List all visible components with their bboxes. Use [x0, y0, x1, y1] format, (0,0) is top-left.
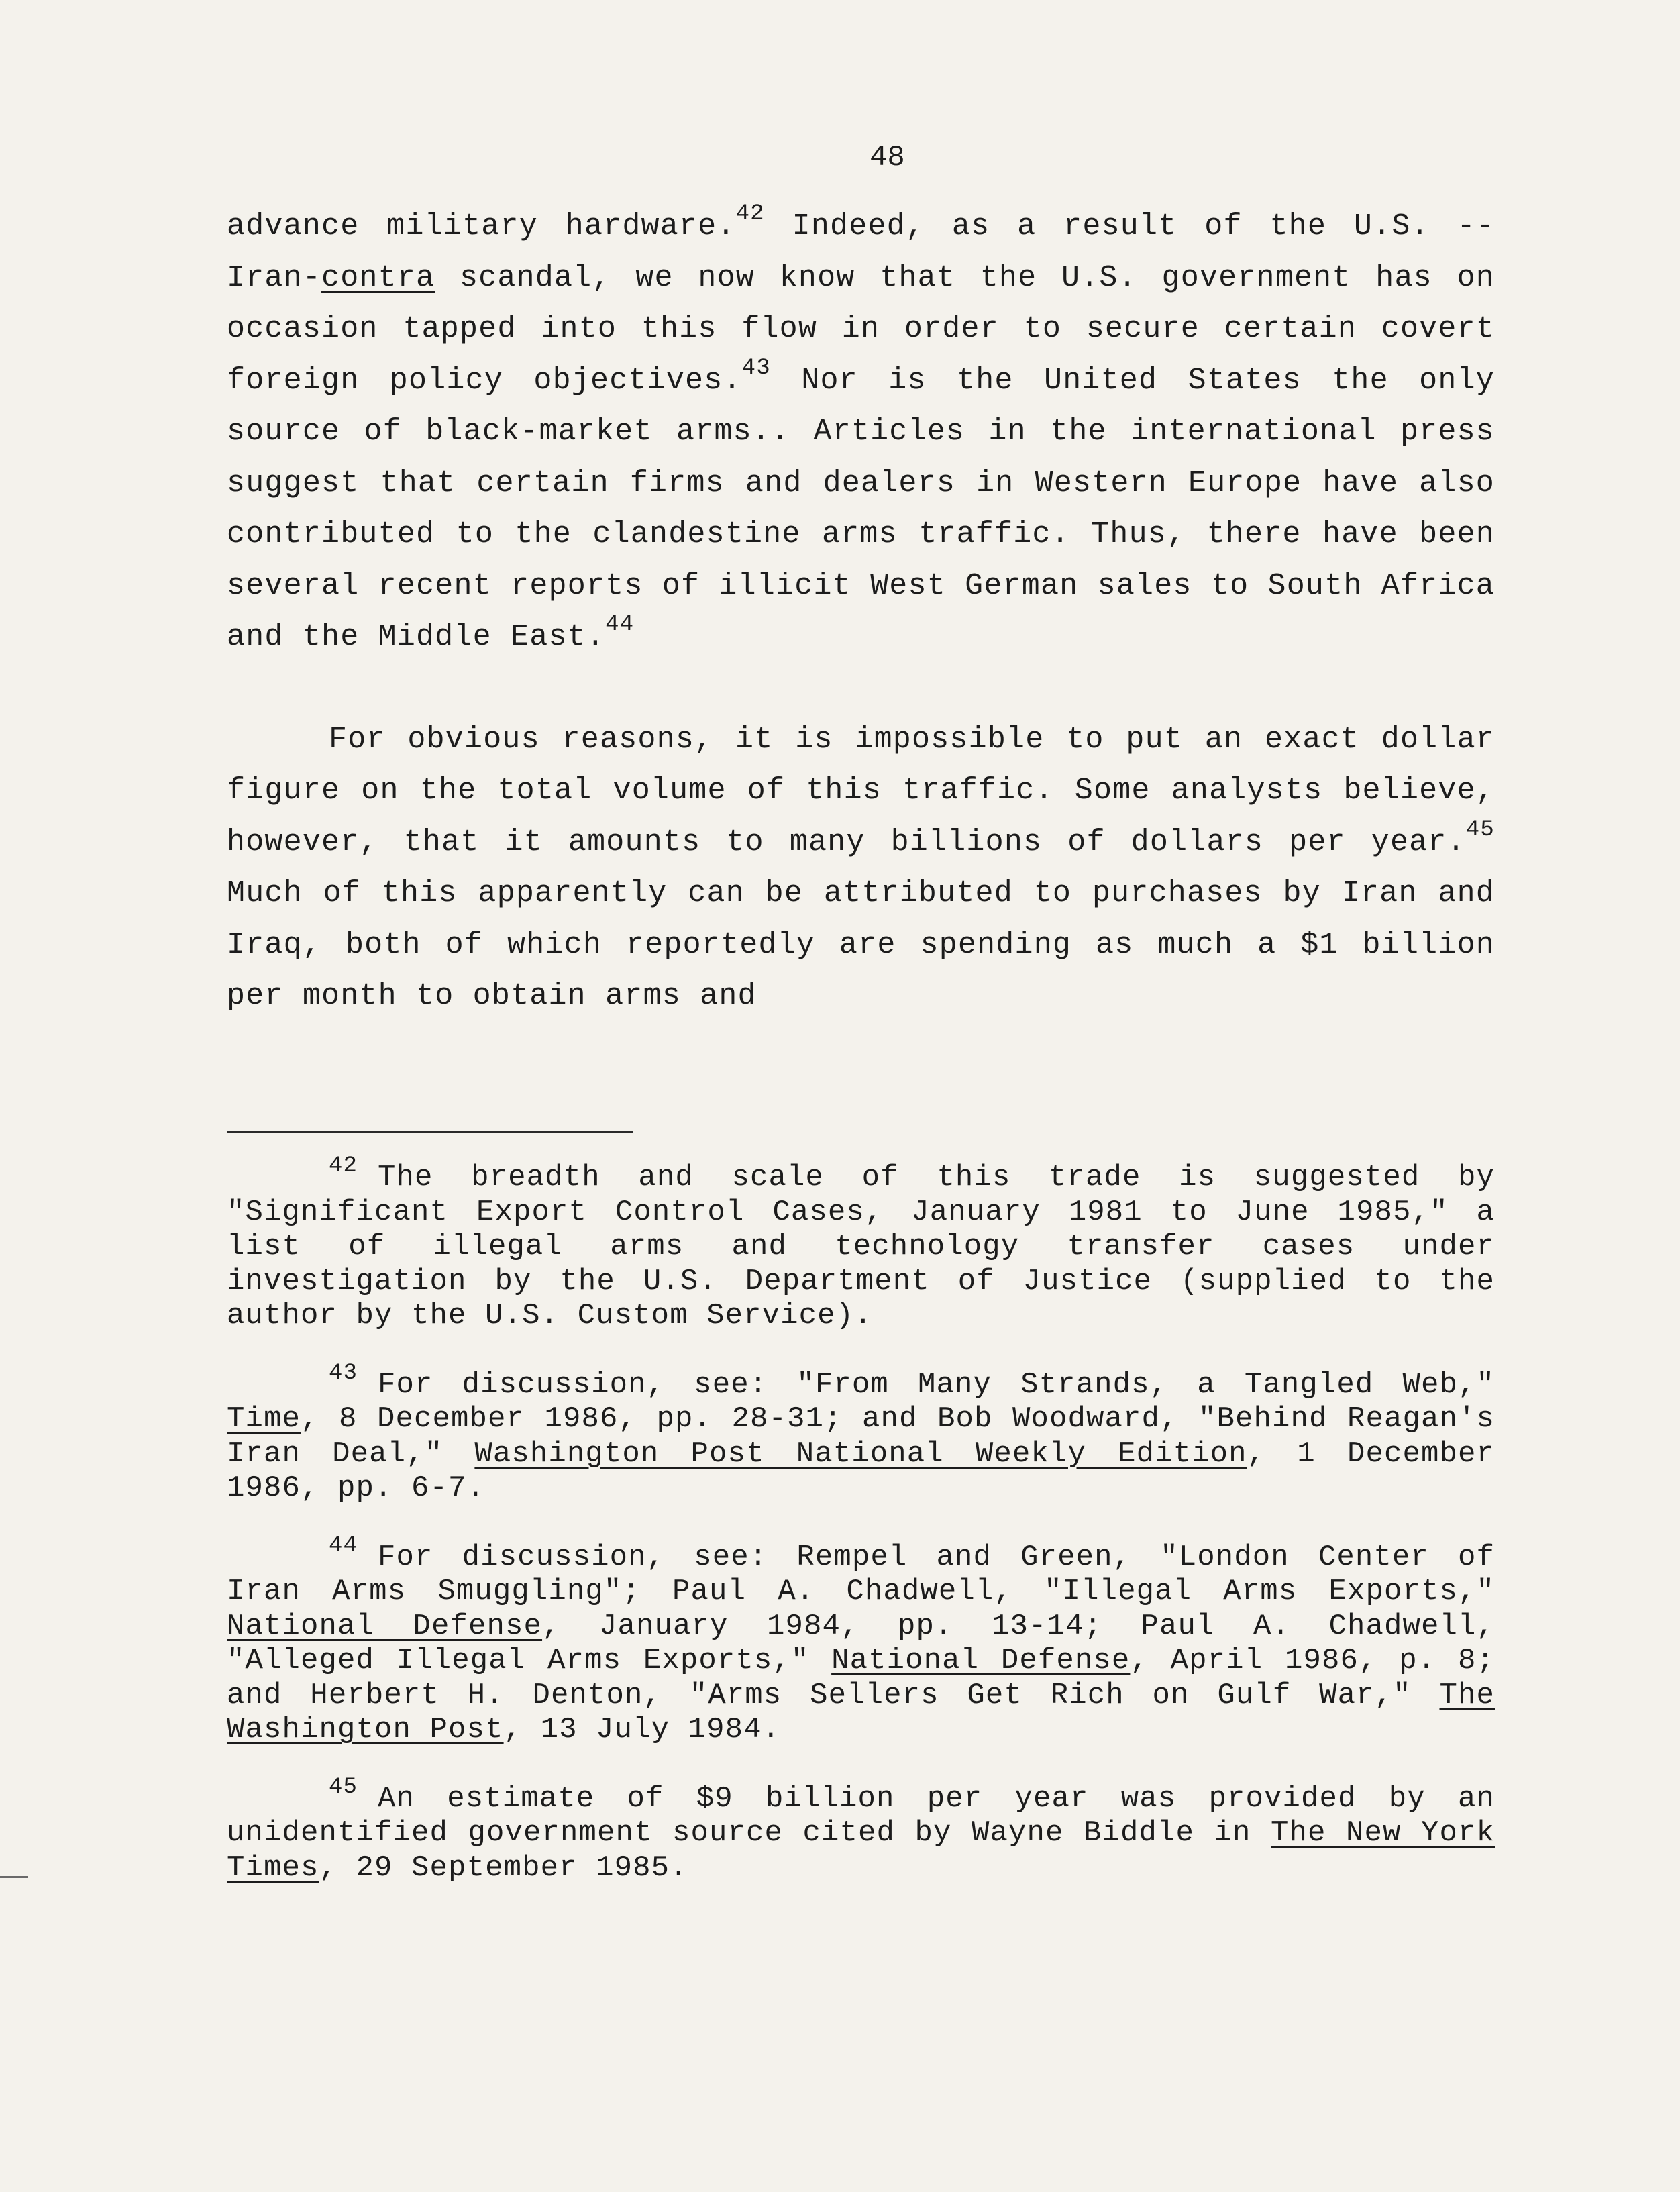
- footnote-text: , 8 December 1986, pp. 28-31; and Bob Woodward, "Behind Reagan's Iran Deal,": [227, 1402, 1495, 1471]
- footnote-text: For discussion, see: "From Many Strands, a Tangled Web,": [378, 1367, 1495, 1402]
- publication-title: Time: [227, 1402, 301, 1436]
- footnote-43: [227, 1360, 1495, 1506]
- footnote-text: For discussion, see: Rempel and Green, "London Center of Iran Arms Smuggling"; Paul A. Chadwell, "Illegal Arms Exports,": [227, 1540, 1495, 1608]
- footnote-text: The breadth and scale of this trade is suggested by "Significant Export Control Cases, January 1981 to June 1985," a list of illegal arms and technology transfer cases under investigation by the U.S. Department of Justice (supplied to the author by the U.S. Custom Service).: [227, 1161, 1495, 1333]
- footnote-42: [227, 1153, 1495, 1334]
- footnote-text: , 1 December 1986, pp. 6-7.: [227, 1437, 1495, 1505]
- main-text: [227, 201, 1495, 1023]
- footnote-number: 44: [329, 1532, 358, 1559]
- publication-title: The Washington Post: [227, 1678, 1495, 1746]
- footnote-separator: [227, 1131, 633, 1133]
- underlined-term: contra: [321, 260, 435, 295]
- margin-mark: [0, 1876, 28, 1878]
- footnote-number: 43: [329, 1360, 358, 1386]
- text-run: Nor is the United States the only source of black-market arms.. Articles in the international press suggest that certain firms and dealers in Western Europe have also contributed to the clandestine arms traffic. Thus, there have been several recent reports of illicit West German sales to South Africa and the Middle East.: [227, 363, 1495, 654]
- text-run: Indeed, as a result of the U.S. -- Iran-: [227, 209, 1495, 295]
- page-number: 48: [870, 141, 905, 174]
- footnote-ref-44: 44: [605, 612, 635, 637]
- footnote-text: An estimate of $9 billion per year was provided by an unidentified government source cited by Wayne Biddle in: [227, 1781, 1495, 1850]
- footnote-ref-42: 42: [735, 201, 765, 227]
- footnote-text: , 13 July 1984.: [503, 1713, 781, 1746]
- text-run: For obvious reasons, it is impossible to put an exact dollar figure on the total volume of this traffic. Some analysts believe, however, that it amounts to many billions of dollars per year.: [227, 722, 1495, 859]
- footnote-ref-43: 43: [741, 355, 771, 381]
- footnote-44: [227, 1532, 1495, 1748]
- footnote-text: , April 1986, p. 8; and Herbert H. Denton, "Arms Sellers Get Rich on Gulf War,": [227, 1644, 1495, 1712]
- footnote-text: , 29 September 1985.: [319, 1850, 688, 1885]
- publication-title: National Defense: [227, 1609, 543, 1643]
- paragraph-1: [227, 201, 1495, 664]
- text-run: scandal, we now know that the U.S. government has on occasion tapped into this flow in order to secure certain covert foreign policy objectives.: [227, 260, 1495, 398]
- footnote-ref-45: 45: [1465, 817, 1495, 843]
- footnotes: [227, 1153, 1495, 1920]
- footnote-number: 42: [329, 1153, 358, 1180]
- publication-title: The New York Times: [227, 1816, 1495, 1885]
- footnote-text: , January 1984, pp. 13-14; Paul A. Chadwell, "Alleged Illegal Arms Exports,": [227, 1609, 1495, 1677]
- publication-title: National Defense: [831, 1644, 1131, 1677]
- text-run: advance military hardware.: [227, 209, 736, 244]
- paragraph-2: [227, 715, 1495, 1023]
- footnote-45: [227, 1774, 1495, 1886]
- text-run: Much of this apparently can be attributed to purchases by Iran and Iraq, both of which reportedly are spending as much a $1 billion per month to obtain arms and: [227, 876, 1495, 1013]
- publication-title: Washington Post National Weekly Edition: [474, 1437, 1247, 1471]
- footnote-number: 45: [329, 1774, 358, 1800]
